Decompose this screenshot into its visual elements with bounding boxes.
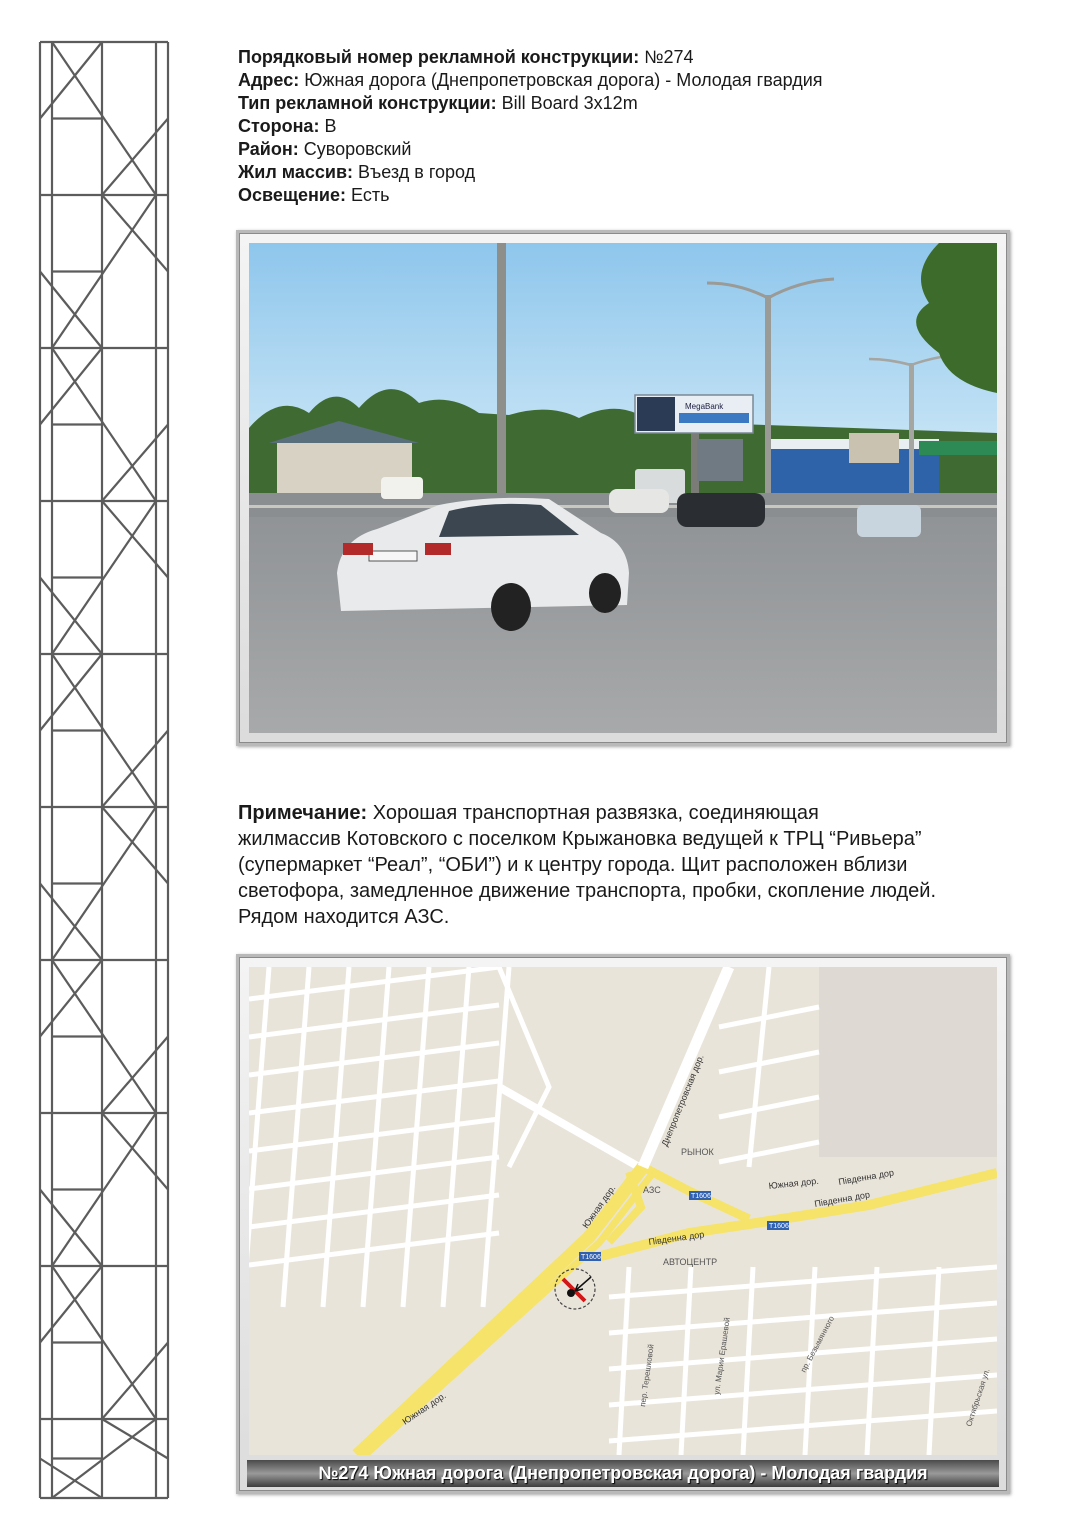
note-line-1 [238,800,1028,826]
note-line-4: светофора, замедленное движение транспорта, пробки, скопление людей. [238,880,936,902]
billboard-back [697,439,743,481]
note-text-1: Хорошая транспортная развязка, соединяющая [372,802,819,824]
truss-brace [40,578,102,655]
residential-label: Жил массив: [238,162,354,182]
number-value: №274 [644,47,694,67]
address-label: Адрес: [238,70,300,90]
main-car-wheel-front [589,573,621,613]
road-shield-2: T1606 [769,1223,789,1230]
label-auto-center: АВТОЦЕНТР [663,1257,718,1267]
main-car-taillight [343,543,373,555]
lighting-value: Есть [351,185,390,205]
street-light-pole [765,295,771,510]
note-line-2: жилмассив Котовского с поселком Крыжановка ведущей к ТРЦ “Ривьера” [238,828,922,850]
type-label: Тип рекламной конструкции: [238,93,497,113]
label-pivdenna-2: Південна дор [813,1189,871,1209]
info-lighting-row [238,184,1038,207]
info-residential-row [238,161,1038,184]
car-van [381,477,423,499]
side-value: B [324,116,337,136]
info-district-row [238,138,1038,161]
label-south-road-3: Южная дор. [400,1390,448,1427]
location-map [249,967,997,1455]
label-pivdenna-1: Південна дор [647,1229,705,1247]
label-erashevoi: ул. Марии Ерашевой [712,1316,732,1396]
street-photo [249,243,997,733]
truss-brace [40,1266,102,1343]
location-marker-dot [567,1289,575,1297]
note-line-5: Рядом находится АЗС. [238,906,450,928]
info-number-row [238,46,1038,69]
note-line-3: (супермаркет “Реал”, “ОБИ”) и к центру города. Щит расположен вблизи [238,854,908,876]
label-bezymyanny: пр. Безымянного [798,1314,837,1374]
car-dark [677,493,765,527]
lighting-label: Освещение: [238,185,346,205]
truss-brace [40,884,102,961]
tall-pole [497,243,506,513]
side-label: Сторона: [238,116,320,136]
note-label: Примечание: [238,802,368,824]
label-south-road-2: Южная дор. [768,1175,820,1191]
truss-brace [40,1190,102,1267]
map-industrial-area [819,967,997,1157]
truss-brace [40,1459,102,1499]
car-white-far [609,489,669,513]
label-tereshkova: пер. Терешковой [638,1343,656,1408]
building-green-roof [919,441,997,455]
truss-brace [40,272,102,349]
map-frame [236,954,1010,1494]
label-pivdenna-3: Південна дор [837,1167,895,1187]
road-shield-1: T1606 [691,1193,711,1200]
main-car-plate [369,551,417,561]
road-shield-3: T1606 [581,1254,601,1261]
billboard-ad-band [679,413,749,423]
district-value: Суворовский [303,139,412,159]
truss-brace [40,960,102,1037]
note-block [238,800,1028,930]
district-label: Район: [238,139,299,159]
label-gas-station: АЗС [643,1185,661,1195]
type-value: Bill Board 3x12m [501,93,638,113]
billboard-ad-photo [637,397,675,431]
info-address-row [238,69,1038,92]
label-market: РЫНОК [681,1147,714,1157]
number-label: Порядковый номер рекламной конструкции: [238,47,640,67]
car-lada [857,505,921,537]
label-south-road-1: Южная дор. [580,1183,618,1231]
billboard-info [238,46,1038,207]
main-car-taillight-2 [425,543,451,555]
building-house-right [849,433,899,463]
main-car-wheel-rear [491,583,531,631]
truss-brace [40,42,102,119]
photo-frame [236,230,1010,746]
info-side-row [238,115,1038,138]
billboard-ad-text: MegaBank [685,402,724,411]
address-value: Южная дорога (Днепропетровская дорога) - Молодая гвардия [304,70,823,90]
map-caption: №274 Южная дорога (Днепропетровская дорога) - Молодая гвардия [247,1460,999,1487]
truss-decoration [38,38,170,1500]
truss-brace [40,654,102,731]
label-dnipro-road: Днепропетровская дор. [659,1053,706,1148]
info-type-row [238,92,1038,115]
label-oktyabrskaya: Октябрьская ул. [964,1367,992,1428]
residential-value: Въезд в город [358,162,476,182]
street-light-pole-2 [909,363,914,503]
truss-brace [40,348,102,425]
